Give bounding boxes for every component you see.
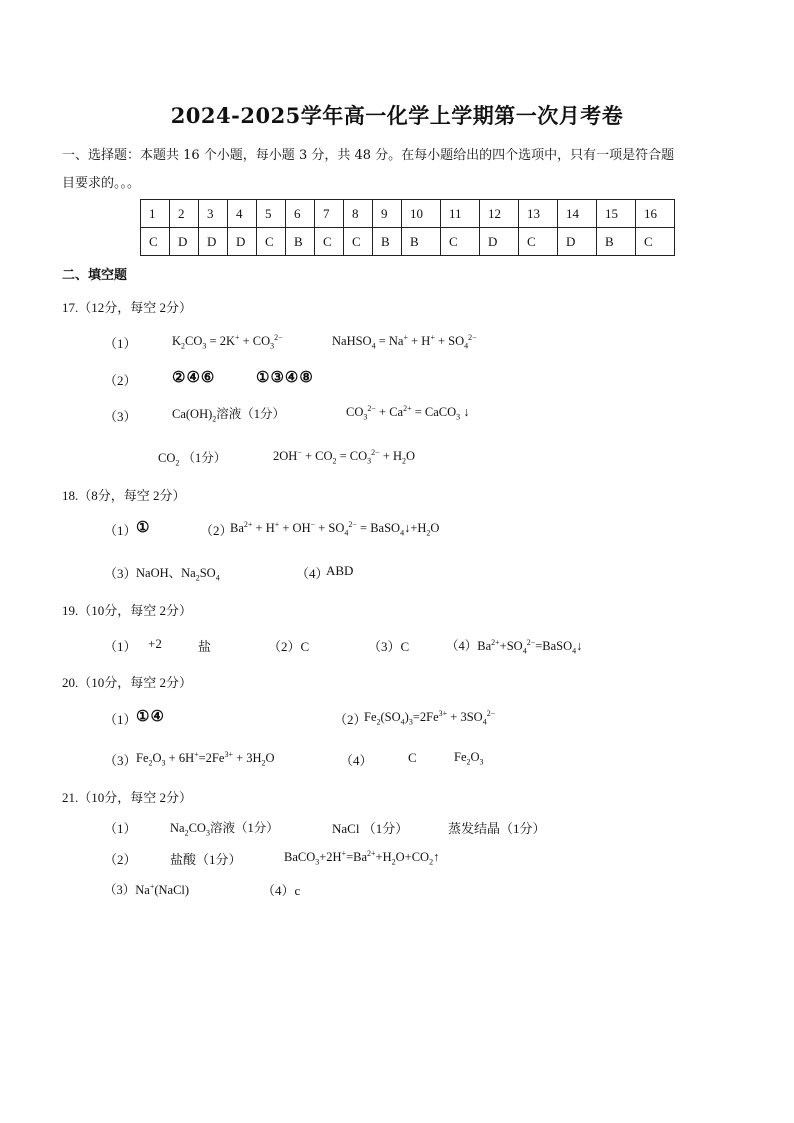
answer-table-number-cell: 11 (441, 200, 480, 228)
answer-table-number-cell: 9 (373, 200, 402, 228)
answer-table-number-cell: 16 (636, 200, 675, 228)
answer-table (140, 199, 675, 256)
q19-part3-answer: （3）C (368, 639, 410, 654)
answer-table-number-cell: 10 (402, 200, 441, 228)
q20-part4-label: （4） (340, 753, 373, 768)
q19-part4-equation: $(4)Ba^{2+}+SO_4^{2-}=BaSO_4↓$ (446, 637, 583, 656)
q19-part1-answer-b: 盐 (198, 639, 212, 654)
q19-part1-answer-a: +2 (148, 636, 162, 651)
answer-table-number-cell: 5 (257, 200, 286, 228)
page-title: 2024-2025学年高一化学上学期第一次月考卷 (170, 103, 624, 128)
q21-part2-equation: $BaCO_3+2H^+=Ba^{2+}+H_2O+CO_2↑$ (284, 849, 440, 867)
answer-table-answer-cell: C (344, 228, 373, 256)
q17-part2-answer-a: ②④⑥ (172, 370, 216, 386)
answer-table-number-cell: 1 (141, 200, 170, 228)
answer-table-answer-cell: C (636, 228, 675, 256)
q17-part3-label: （3） (104, 409, 137, 424)
answer-table-number-cell: 3 (199, 200, 228, 228)
q18-part2-equation: $Ba^{2+} + H^+ + OH^- + SO_4^{2-}$ = $BaSO_4↓+H_2O$ (230, 520, 440, 538)
q18-part3-label: （3） (104, 566, 137, 581)
q20-part1-label: （1） (104, 712, 137, 727)
q18-part2-label: （2） (200, 523, 233, 538)
q21-part2-answer-a: 盐酸（1分） (170, 852, 242, 867)
q20-part3-label: （3） (104, 753, 137, 768)
answer-table-number-cell: 12 (480, 200, 519, 228)
q20-header: 20.（10分，每空 2分） (62, 675, 193, 690)
q20-part4-answer-b: $Fe_2O_3$ (454, 750, 484, 767)
answer-table-answer-cell: C (141, 228, 170, 256)
q17-part1-equation-a: $K_2CO_3 = 2K^+ + CO_3^{2-}$ (172, 333, 283, 351)
q17-part2-answer-b: ①③④⑧ (256, 370, 314, 386)
q21-part1-answer-a: $Na_2CO_3$溶液（1分） (170, 821, 279, 838)
q17-part1-label: （1） (104, 336, 137, 351)
q20-part2-equation: $Fe_2(SO_4)_3=2Fe^{3+} + 3SO_4^{2-}$ (364, 709, 496, 727)
q21-header: 21.（10分，每空 2分） (62, 790, 193, 805)
answer-table-answer-cell: B (597, 228, 636, 256)
q20-part3-equation: $Fe_2O_3 + 6H^+=2Fe^{3+} + 3H_2O$ (136, 750, 275, 768)
q21-part1-answer-b: NaCl （1分） (332, 821, 409, 836)
q19-part2-answer: （2）C (268, 639, 310, 654)
answer-table-number-cell: 7 (315, 200, 344, 228)
section1-instructions (62, 142, 742, 198)
q21-part1-label: （1） (104, 821, 137, 836)
answer-table-answer-cell: B (373, 228, 402, 256)
answer-table-number-row (141, 200, 675, 228)
answer-table-answer-cell: D (170, 228, 199, 256)
answer-table-number-cell: 14 (558, 200, 597, 228)
q20-part1-answer: ①④ (136, 709, 165, 725)
answer-table-answer-cell: C (315, 228, 344, 256)
answer-table-answer-cell: B (402, 228, 441, 256)
q17-header: 17.（12分，每空 2分） (62, 300, 193, 315)
section2-title: 二、填空题 (62, 267, 128, 282)
q20-part2-label: （2） (334, 712, 367, 727)
answer-table-number-cell: 4 (228, 200, 257, 228)
q17-part4-answer-a: $CO_2$ （1分） (158, 451, 227, 468)
q20-part4-answer-a: C (408, 750, 417, 765)
answer-table-number-cell: 8 (344, 200, 373, 228)
q17-part3-answer-a: $Ca(OH)_2$溶液（1分） (172, 407, 286, 424)
answer-table-answer-cell: C (441, 228, 480, 256)
answer-table-number-cell: 6 (286, 200, 315, 228)
q21-part3-answer: （3）Na+(NaCl) (104, 881, 190, 897)
q18-part4-label: （4） (296, 566, 329, 581)
q21-part4-answer: （4）c (262, 883, 301, 898)
q17-part2-label: （2） (104, 373, 137, 388)
q17-part3-equation-b: $CO_3^{2-} + Ca^{2+}$ = CaCO$_3$ ↓ (346, 404, 470, 422)
q21-part2-label: （2） (104, 852, 137, 867)
q17-part1-equation-b: NaHSO$_4$ = $Na^+ + H^+ + SO_4^{2-}$ (332, 333, 477, 351)
q18-part1-answer: ① (136, 520, 151, 536)
answer-table-answer-cell: B (286, 228, 315, 256)
q19-header: 19.（10分，每空 2分） (62, 603, 193, 618)
q17-part4-equation-b: $2OH^- + CO_2 = CO_3^{2-} + H_2O$ (273, 448, 416, 466)
q18-part1-label: （1） (104, 523, 137, 538)
answer-table-answer-row (141, 228, 675, 256)
q19-part1-label: （1） (104, 639, 137, 654)
answer-table-answer-cell: D (228, 228, 257, 256)
answer-table-answer-cell: D (558, 228, 597, 256)
section1-line1: 一、选择题：本题共 16 个小题，每小题 3 分，共 48 分。在每小题给出的四个选项中，只有一项是符合题 (62, 148, 675, 163)
answer-table-number-cell: 2 (170, 200, 199, 228)
q18-part3-answer: NaOH、$Na_2SO_4$ (136, 566, 220, 583)
answer-table-number-cell: 15 (597, 200, 636, 228)
answer-table-answer-cell: C (519, 228, 558, 256)
q18-part4-answer: ABD (326, 563, 354, 578)
answer-table-answer-cell: C (257, 228, 286, 256)
answer-table-number-cell: 13 (519, 200, 558, 228)
answer-table-answer-cell: D (480, 228, 519, 256)
q18-header: 18.（8分，每空 2分） (62, 488, 186, 503)
q21-part1-answer-c: 蒸发结晶（1分） (448, 821, 546, 836)
answer-table-answer-cell: D (199, 228, 228, 256)
section1-line2: 目要求的。。。 (62, 176, 141, 191)
